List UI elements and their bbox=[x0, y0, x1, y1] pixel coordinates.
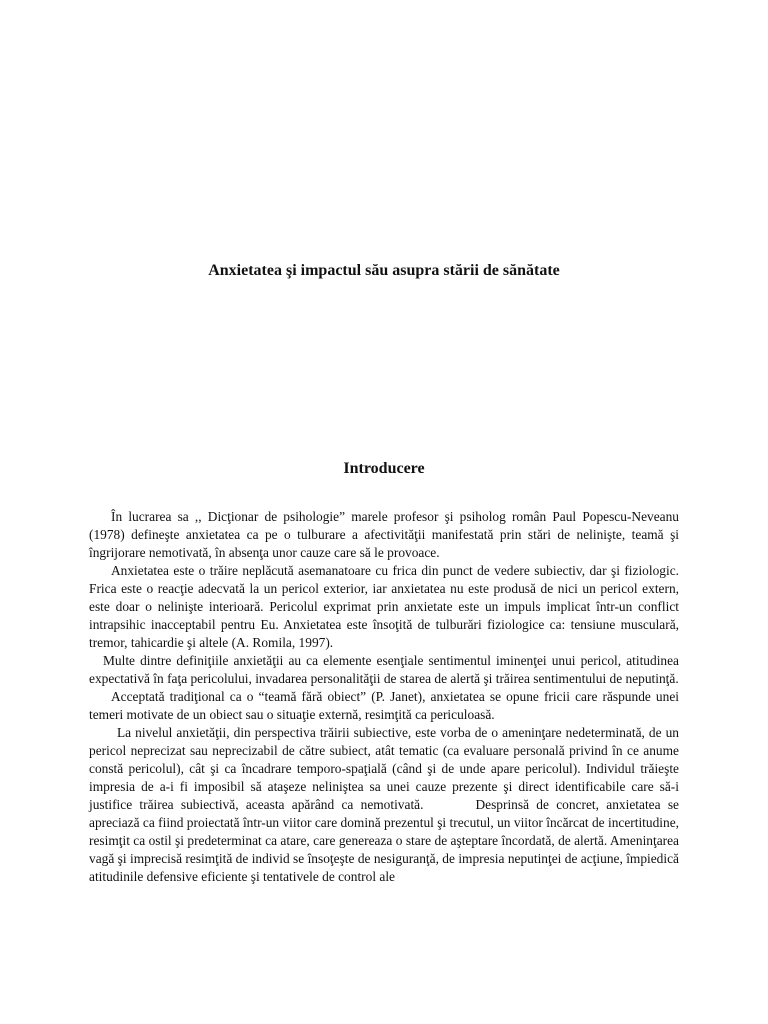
paragraph-1: În lucrarea sa ,, Dicţionar de psihologie” marele profesor şi psiholog român Paul Popescu-Neveanu (1978) defineşte anxietatea ca pe o tulburare a afectivităţii manifestată prin stări de nelinişte, teamă şi îngrijorare nemotivată, în absenţa unor cauze care să le provoace. bbox=[89, 509, 679, 560]
paragraph-5 bbox=[89, 724, 679, 886]
paragraph-5-part-2: Desprinsă de concret, anxietatea se apreciază ca fiind proiectată într-un viitor care domină prezentul şi trecutul, un viitor încărcat de incertitudine, resimţit ca ostil şi predeterminat ca atare, care genereaza o stare de aşteptare încordată, de alertă. Ameninţarea vagă şi imprecisă resimţită de individ se însoţeşte de nesiguranţă, de impresia neputinţei de acţiune, împiedică atitudinile defensive eficiente şi tentativele de control ale bbox=[89, 797, 679, 884]
section-heading-introducere: Introducere bbox=[343, 460, 425, 477]
document-title: Anxietatea şi impactul său asupra stării de sănătate bbox=[208, 262, 560, 279]
paragraph-4: Acceptată tradiţional ca o “teamă fără obiect” (P. Janet), anxietatea se opune fricii care răspunde unei temeri motivate de un obiect sau o situaţie externă, resimţită ca periculoasă. bbox=[89, 689, 679, 722]
paragraph-5-part-1: La nivelul anxietăţii, din perspectiva trăirii subiective, este vorba de o ameninţare nedeterminată, de un pericol neprecizat sau neprecizabil de către subiect, atât tematic (ca evaluare personală privind în ce anume constă pericolul), cât şi ca încadrare temporo-spaţială (când şi de unde apare pericolul). Individul trăieşte impresia de a-i fi imposibil să ataşeze neliniştea sa unei cauze prezente şi direct identificabile care să-i justifice trăirea subiectivă, aceasta apărând ca nemotivată. bbox=[89, 725, 679, 812]
paragraph-2: Anxietatea este o trăire neplăcută asemanatoare cu frica din punct de vedere subiectiv, dar şi fiziologic. Frica este o reacţie adecvată la un pericol exterior, iar anxietatea nu este produsă de nici un pericol extern, este doar o nelinişte interioară. Pericolul exprimat prin anxietate este un impuls implicat într-un conflict intrapsihic inacceptabil pentru Eu. Anxietatea este însoţită de tulburări fiziologice ca: tensiune musculară, tremor, tahicardie şi altele (A. Romila, 1997). bbox=[89, 563, 679, 650]
paragraph-3: Multe dintre definiţiile anxietăţii au ca elemente esenţiale sentimentul iminenţei unui pericol, atitudinea expectativă în faţa pericolului, invadarea personalităţii de starea de alertă şi trăirea sentimentului de neputinţă. bbox=[89, 653, 679, 686]
body-text bbox=[89, 508, 679, 886]
